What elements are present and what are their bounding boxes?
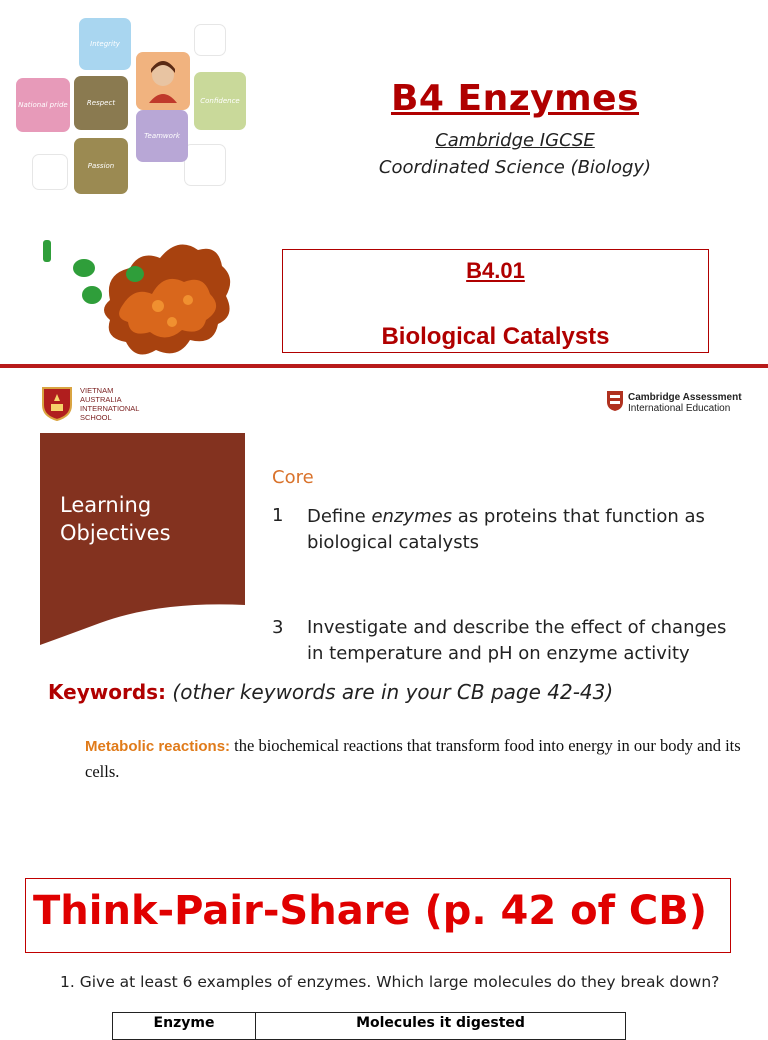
- school-logo: [40, 385, 180, 423]
- value-tile-confidence: Confidence: [194, 72, 246, 130]
- objective-text: Define enzymes as proteins that function as biological catalysts: [307, 506, 705, 553]
- cambridge-logo: [606, 390, 746, 416]
- panel-title: Learning Objectives: [60, 493, 171, 545]
- objective-number: 1: [272, 505, 284, 526]
- definition-text: the biochemical reactions that transform food into energy in our body and its cells.: [85, 736, 741, 781]
- course-subtitle: Cambridge IGCSE: [435, 130, 595, 151]
- school-values-collage: [14, 14, 254, 199]
- page-title: B4 Enzymes: [390, 78, 640, 119]
- cambridge-shield-icon: [606, 390, 624, 412]
- cambridge-name: Cambridge Assessment International Education: [628, 392, 742, 414]
- value-tile-national-pride: National pride: [16, 78, 70, 132]
- value-tile-passion: Passion: [74, 138, 128, 194]
- value-tile-integrity: Integrity: [79, 18, 131, 70]
- school-crest-icon: [40, 385, 74, 421]
- school-name: VIETNAM AUSTRALIA INTERNATIONAL SCHOOL: [80, 386, 140, 422]
- table-header: Enzyme: [113, 1013, 256, 1040]
- table-header-row: [113, 1013, 626, 1040]
- keyword-definition: [85, 733, 755, 784]
- question-text: 1. Give at least 6 examples of enzymes. Which large molecules do they break down?: [60, 973, 720, 991]
- lesson-title: Biological Catalysts: [381, 323, 610, 350]
- objective-number: 3: [272, 617, 284, 638]
- slide-divider: [0, 364, 768, 368]
- value-tile-respect: Respect: [74, 76, 128, 130]
- enzyme-molecule-image: [38, 228, 238, 368]
- value-tile-teamwork: Teamwork: [136, 110, 188, 162]
- activity-title: Think-Pair-Share (p. 42 of CB): [33, 888, 708, 934]
- objective-text: Investigate and describe the effect of changes in temperature and pH on enzyme activity: [307, 617, 727, 664]
- learning-objectives-panel: [40, 433, 245, 645]
- keywords-line: Keywords: (other keywords are in your CB page 42-43): [48, 680, 614, 704]
- value-tile-tolerance: [136, 52, 190, 110]
- enzyme-table: [112, 1012, 626, 1040]
- course-subject: Coordinated Science (Biology): [378, 157, 652, 178]
- core-label: Core: [272, 467, 314, 488]
- student-photo-icon: [143, 59, 183, 103]
- definition-term: Metabolic reactions:: [85, 738, 231, 755]
- lesson-code: B4.01: [466, 258, 525, 283]
- table-header: Molecules it digested: [256, 1013, 626, 1040]
